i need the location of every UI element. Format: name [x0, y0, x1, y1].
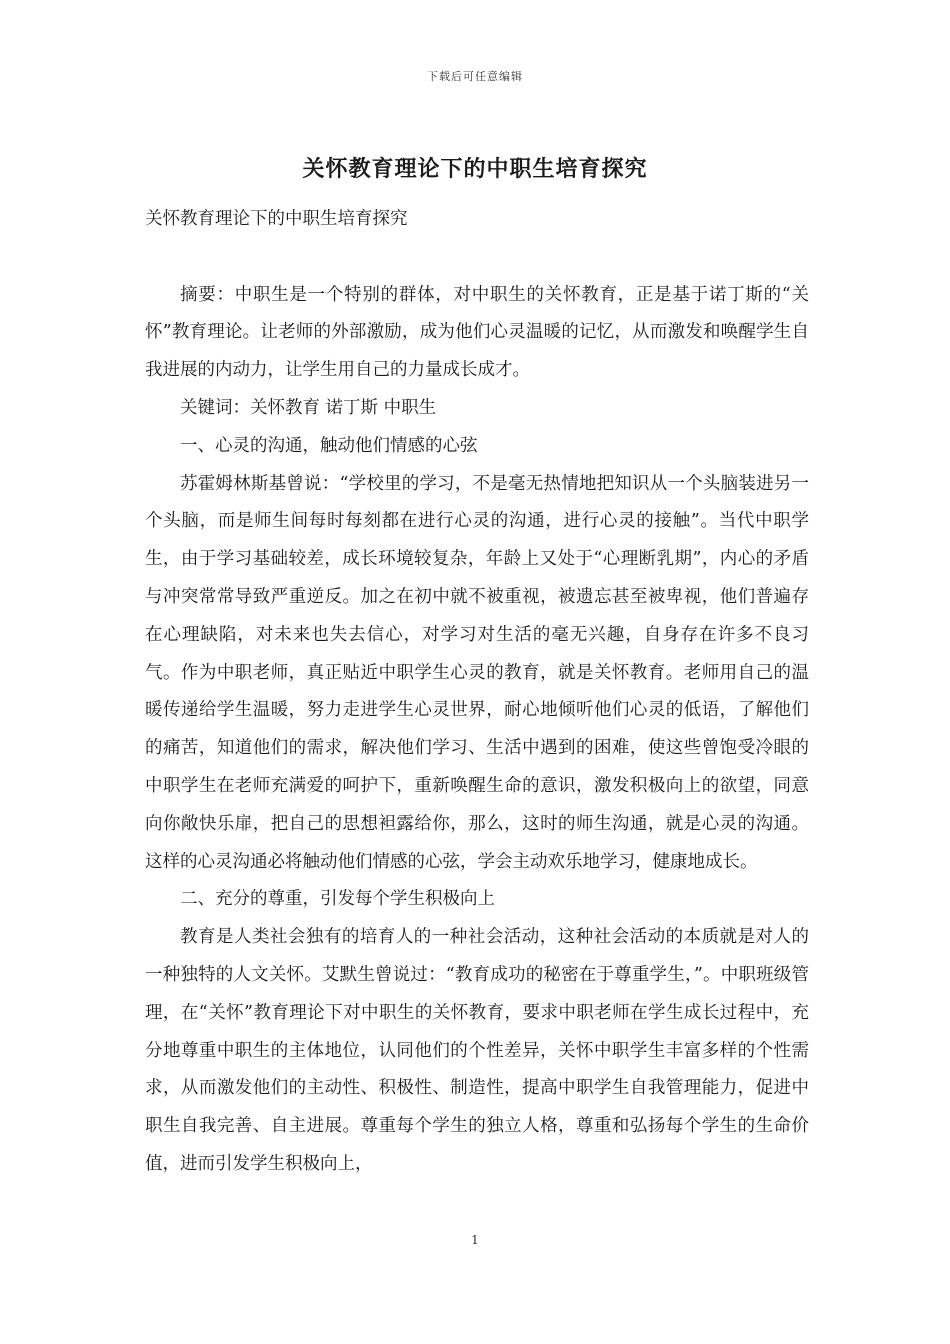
document-title: 关怀教育理论下的中职生培育探究 [302, 156, 648, 182]
document-subtitle: 关怀教育理论下的中职生培育探究 [145, 209, 408, 229]
section-1-heading: 一、心灵的沟通，触动他们情感的心弦 [180, 435, 478, 456]
section-2-heading: 二、充分的尊重，引发每个学生积极向上 [180, 889, 495, 910]
page-number: 1 [471, 1233, 479, 1247]
abstract-paragraph: 摘要：中职生是一个特别的群体，对中职生的关怀教育，正是基于诺丁斯的“关怀”教育理论。让老师的外部激励，成为他们心灵温暖的记忆，从而激发和唤醒学生自我进展的内动力，让学生用自己的力量成长成才。 [145, 284, 809, 381]
document-body [145, 201, 809, 1184]
section-2-paragraph: 教育是人类社会独有的培育人的一种社会活动，这种社会活动的本质就是对人的一种独特的人文关怀。艾默生曾说过：“教育成功的秘密在于尊重学生，”。中职班级管理，在“关怀”教育理论下对中职生的关怀教育，要求中职老师在学生成长过程中，充分地尊重中职生的主体地位，认同他们的个性差异，关怀中职学生丰富多样的个性需求，从而激发他们的主动性、积极性、制造性，提高中职学生自我管理能力，促进中职生自我完善、自主进展。尊重每个学生的独立人格，尊重和弘扬每个学生的生命价值，进而引发学生积极向上， [145, 927, 809, 1174]
keywords-line: 关键词：关怀教育 诺丁斯 中职生 [180, 397, 437, 418]
header-note: 下载后可任意编辑 [427, 70, 523, 83]
section-1-paragraph: 苏霍姆林斯基曾说：“学校里的学习，不是毫无热情地把知识从一个头脑装进另一个头脑，而是师生间每时每刻都在进行心灵的沟通，进行心灵的接触”。当代中职学生，由于学习基础较差，成长环境较复杂，年龄上又处于“心理断乳期”，内心的矛盾与冲突常常导致严重逆反。加之在初中就不被重视，被遗忘甚至被卑视，他们普遍存在心理缺陷，对未来也失去信心，对学习对生活的毫无兴趣，自身存在许多不良习气。作为中职老师，真正贴近中职学生心灵的教育，就是关怀教育。老师用自己的温暖传递给学生温暖，努力走进学生心灵世界，耐心地倾听他们心灵的低语，了解他们的痛苦，知道他们的需求，解决他们学习、生活中遇到的困难，使这些曾饱受冷眼的中职学生在老师充满爱的呵护下，重新唤醒生命的意识，激发积极向上的欲望，同意向你敞快乐扉，把自己的思想袒露给你，那么，这时的师生沟通，就是心灵的沟通。这样的心灵沟通必将触动他们情感的心弦，学会主动欢乐地学习，健康地成长。 [145, 473, 809, 872]
